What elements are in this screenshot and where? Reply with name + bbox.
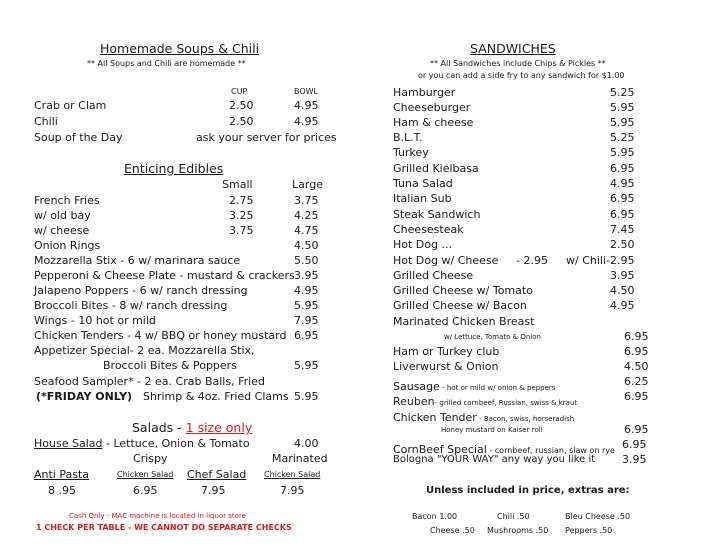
edible-name: w/ old bay	[34, 209, 91, 222]
edible-large-price: 5.50	[294, 254, 319, 267]
sandwich-name: B.L.T.	[393, 131, 423, 144]
salads-title	[132, 420, 252, 435]
chicken-salad-marinated-price: 7.95	[280, 484, 305, 497]
soups-title: Homemade Soups & Chili	[100, 41, 260, 56]
hotdog-cheese-label: Hot Dog w/ Cheese	[393, 254, 499, 267]
edible-name: Mozzarella Stix - 6 w/ marinara sauce	[34, 254, 241, 267]
sandwich-price: 6.95	[610, 208, 635, 221]
sandwich-price: 4.50	[610, 284, 635, 297]
chicken-tender-desc-2: Honey mustard on Kaiser roll	[441, 426, 543, 434]
salad-marinated-label: Marinated	[272, 452, 328, 465]
sandwich-price: 5.25	[610, 131, 635, 144]
sandwich-price: 4.95	[610, 177, 635, 190]
soups-col-cup: CUP	[231, 87, 248, 96]
soup-of-day-label: Soup of the Day	[34, 131, 123, 144]
soup-name: Chili	[34, 115, 58, 128]
appetizer-special-line1: Appetizer Special- 2 ea. Mozzarella Stix,	[34, 344, 255, 357]
chicken-tender-desc: - Bacon, swiss, horseradish	[476, 415, 575, 423]
edibles-col-large: Large	[292, 178, 323, 191]
sandwich-name: Grilled Cheese w/ Bacon	[393, 299, 527, 312]
chicken-salad-crispy-price: 6.95	[133, 484, 158, 497]
sandwich-price: 5.25	[610, 86, 635, 99]
sandwich-name: Steak Sandwich	[393, 208, 481, 221]
house-salad-name: House Salad	[34, 437, 103, 450]
extras-title: Unless included in price, extras are:	[426, 485, 630, 496]
extra-item: Bacon 1.00	[412, 512, 458, 521]
bologna-label: Bologna "YOUR WAY" any way you like it	[393, 454, 596, 465]
sandwiches-note-1: ** All Sandwiches include Chips & Pickles **	[430, 59, 606, 68]
house-salad-row	[34, 437, 250, 450]
cash-only-note: Cash Only - MAC machine is located in liquor store	[69, 512, 246, 520]
edible-name: Broccoli Bites - 8 w/ ranch dressing	[34, 299, 228, 312]
edible-large-price: 3.95	[294, 269, 319, 282]
sandwich-price: 3.95	[610, 269, 635, 282]
sandwich-name: Grilled Cheese	[393, 269, 474, 282]
marinated-chicken-label: Marinated Chicken Breast	[393, 315, 535, 328]
reuben-price: 6.95	[624, 390, 649, 403]
sandwich-name: Cheeseburger	[393, 101, 471, 114]
sandwich-name: Italian Sub	[393, 192, 452, 205]
hotdog-cheese-price: - 2.95	[516, 254, 548, 267]
edible-large-price: 4.75	[294, 224, 319, 237]
chicken-tender-price: 6.95	[624, 423, 649, 436]
sandwich-price: 5.95	[610, 101, 635, 114]
sandwich-price: 5.95	[610, 146, 635, 159]
chef-salad-price: 7.95	[201, 484, 226, 497]
ham-turkey-club-label: Ham or Turkey club	[393, 345, 500, 358]
cornbeef-desc: - cornbeef, russian, slaw on rye	[486, 446, 615, 455]
edible-name: Chicken Tenders - 4 w/ BBQ or honey mustard	[34, 329, 287, 342]
edible-name: w/ cheese	[34, 224, 90, 237]
soup-bowl-price: 4.95	[294, 115, 319, 128]
sandwich-name: Turkey	[393, 146, 429, 159]
sandwich-name: Grilled Kielbasa	[393, 162, 479, 175]
edible-small-price: 3.75	[229, 224, 254, 237]
edibles-col-small: Small	[222, 178, 253, 191]
sausage-label: Sausage	[393, 380, 440, 393]
liverwurst-price: 4.50	[624, 360, 649, 373]
salads-size-note: 1 size only	[185, 420, 253, 435]
antipasta-label: Anti Pasta	[34, 468, 90, 481]
hotdog-chili-label: w/ Chili-	[566, 254, 610, 267]
extra-item: Peppers .50	[565, 526, 613, 535]
edible-name: Wings - 10 hot or mild	[34, 314, 156, 327]
chicken-tender-row	[393, 406, 574, 425]
chicken-salad-marinated-label: Chicken Salad	[264, 470, 321, 479]
edible-name: Onion Rings	[34, 239, 101, 252]
sausage-price: 6.25	[624, 375, 649, 388]
house-salad-desc: - Lettuce, Onion & Tomato	[102, 437, 250, 450]
sandwich-name: Tuna Salad	[393, 177, 453, 190]
edible-small-price: 2.75	[229, 194, 254, 207]
soup-name: Crab or Clam	[34, 99, 107, 112]
edible-large-price: 4.50	[294, 239, 319, 252]
sandwich-name: Cheesesteak	[393, 223, 464, 236]
extra-item: Bleu Cheese .50	[565, 512, 631, 521]
sandwiches-note-2: or you can add a side fry to any sandwich for $1.00	[418, 71, 625, 80]
chicken-tender-label: Chicken Tender	[393, 411, 477, 424]
seafood-sampler-line2: Shrimp & 4oz. Fried Clams	[143, 390, 289, 403]
sausage-desc: - hot or mild w/ onion & peppers	[439, 384, 556, 392]
cornbeef-price: 6.95	[622, 438, 647, 451]
reuben-desc: - grilled cornbeef, Russian, swiss & kraut	[434, 399, 578, 407]
one-check-note: 1 CHECK PER TABLE - WE CANNOT DO SEPARATE CHECKS	[36, 523, 292, 532]
edibles-title: Enticing Edibles	[124, 161, 224, 176]
edible-name: Pepperoni & Cheese Plate - mustard & crackers	[34, 269, 295, 282]
appetizer-special-line2: Broccoli Bites & Poppers	[103, 359, 237, 372]
soup-bowl-price: 4.95	[294, 99, 319, 112]
hotdog-chili-price: 2.95	[610, 254, 635, 267]
seafood-sampler-price: 5.95	[294, 390, 319, 403]
reuben-label: Reuben	[393, 395, 435, 408]
edible-large-price: 5.95	[294, 299, 319, 312]
soup-cup-price: 2.50	[229, 99, 254, 112]
house-salad-price: 4.00	[294, 437, 319, 450]
chicken-salad-crispy-label: Chicken Salad	[117, 470, 174, 479]
sandwich-name: Hamburger	[393, 86, 456, 99]
salad-crispy-label: Crispy	[133, 452, 168, 465]
edible-large-price: 4.25	[294, 209, 319, 222]
cornbeef-label: CornBeef Special	[393, 443, 487, 456]
edible-large-price: 4.95	[294, 284, 319, 297]
liverwurst-label: Liverwurst & Onion	[393, 360, 499, 373]
salads-title-label: Salads -	[132, 420, 186, 435]
chef-salad-label: Chef Salad	[187, 468, 247, 481]
antipasta-price: 8 .95	[48, 484, 76, 497]
bologna-price: 3.95	[622, 453, 647, 466]
marinated-chicken-price: 6.95	[624, 330, 649, 343]
soups-col-bowl: BOWL	[294, 87, 319, 96]
sandwich-price: 7.45	[610, 223, 635, 236]
sandwich-price: 4.95	[610, 299, 635, 312]
marinated-chicken-desc: w/ Lettuce, Tomato & Onion	[444, 333, 541, 341]
ham-turkey-club-price: 6.95	[624, 345, 649, 358]
sandwiches-title: SANDWICHES	[470, 41, 556, 56]
sandwich-name: Grilled Cheese w/ Tomato	[393, 284, 533, 297]
edible-small-price: 3.25	[229, 209, 254, 222]
extra-item: Cheese .50	[430, 526, 475, 535]
sandwich-price: 2.50	[610, 238, 635, 251]
friday-only-label: (*FRIDAY ONLY)	[36, 390, 133, 403]
sandwich-price: 6.95	[610, 192, 635, 205]
edible-name: Jalapeno Poppers - 6 w/ ranch dressing	[34, 284, 248, 297]
edible-name: French Fries	[34, 194, 100, 207]
edible-large-price: 3.75	[294, 194, 319, 207]
sandwich-price: 6.95	[610, 162, 635, 175]
soups-note: ** All Soups and Chili are homemade **	[87, 59, 246, 68]
edible-large-price: 7.95	[294, 314, 319, 327]
edible-large-price: 6.95	[294, 329, 319, 342]
seafood-sampler-line1: Seafood Sampler* - 2 ea. Crab Balls, Fried	[34, 375, 265, 388]
soup-of-day-price: ask your server for prices	[196, 131, 337, 144]
soup-cup-price: 2.50	[229, 115, 254, 128]
extra-item: Chili .50	[497, 512, 530, 521]
extra-item: Mushrooms .50	[487, 526, 549, 535]
sandwich-name: Hot Dog ...	[393, 238, 452, 251]
sandwich-price: 5.95	[610, 116, 635, 129]
sandwich-name: Ham & cheese	[393, 116, 474, 129]
appetizer-special-price: 5.95	[294, 359, 319, 372]
